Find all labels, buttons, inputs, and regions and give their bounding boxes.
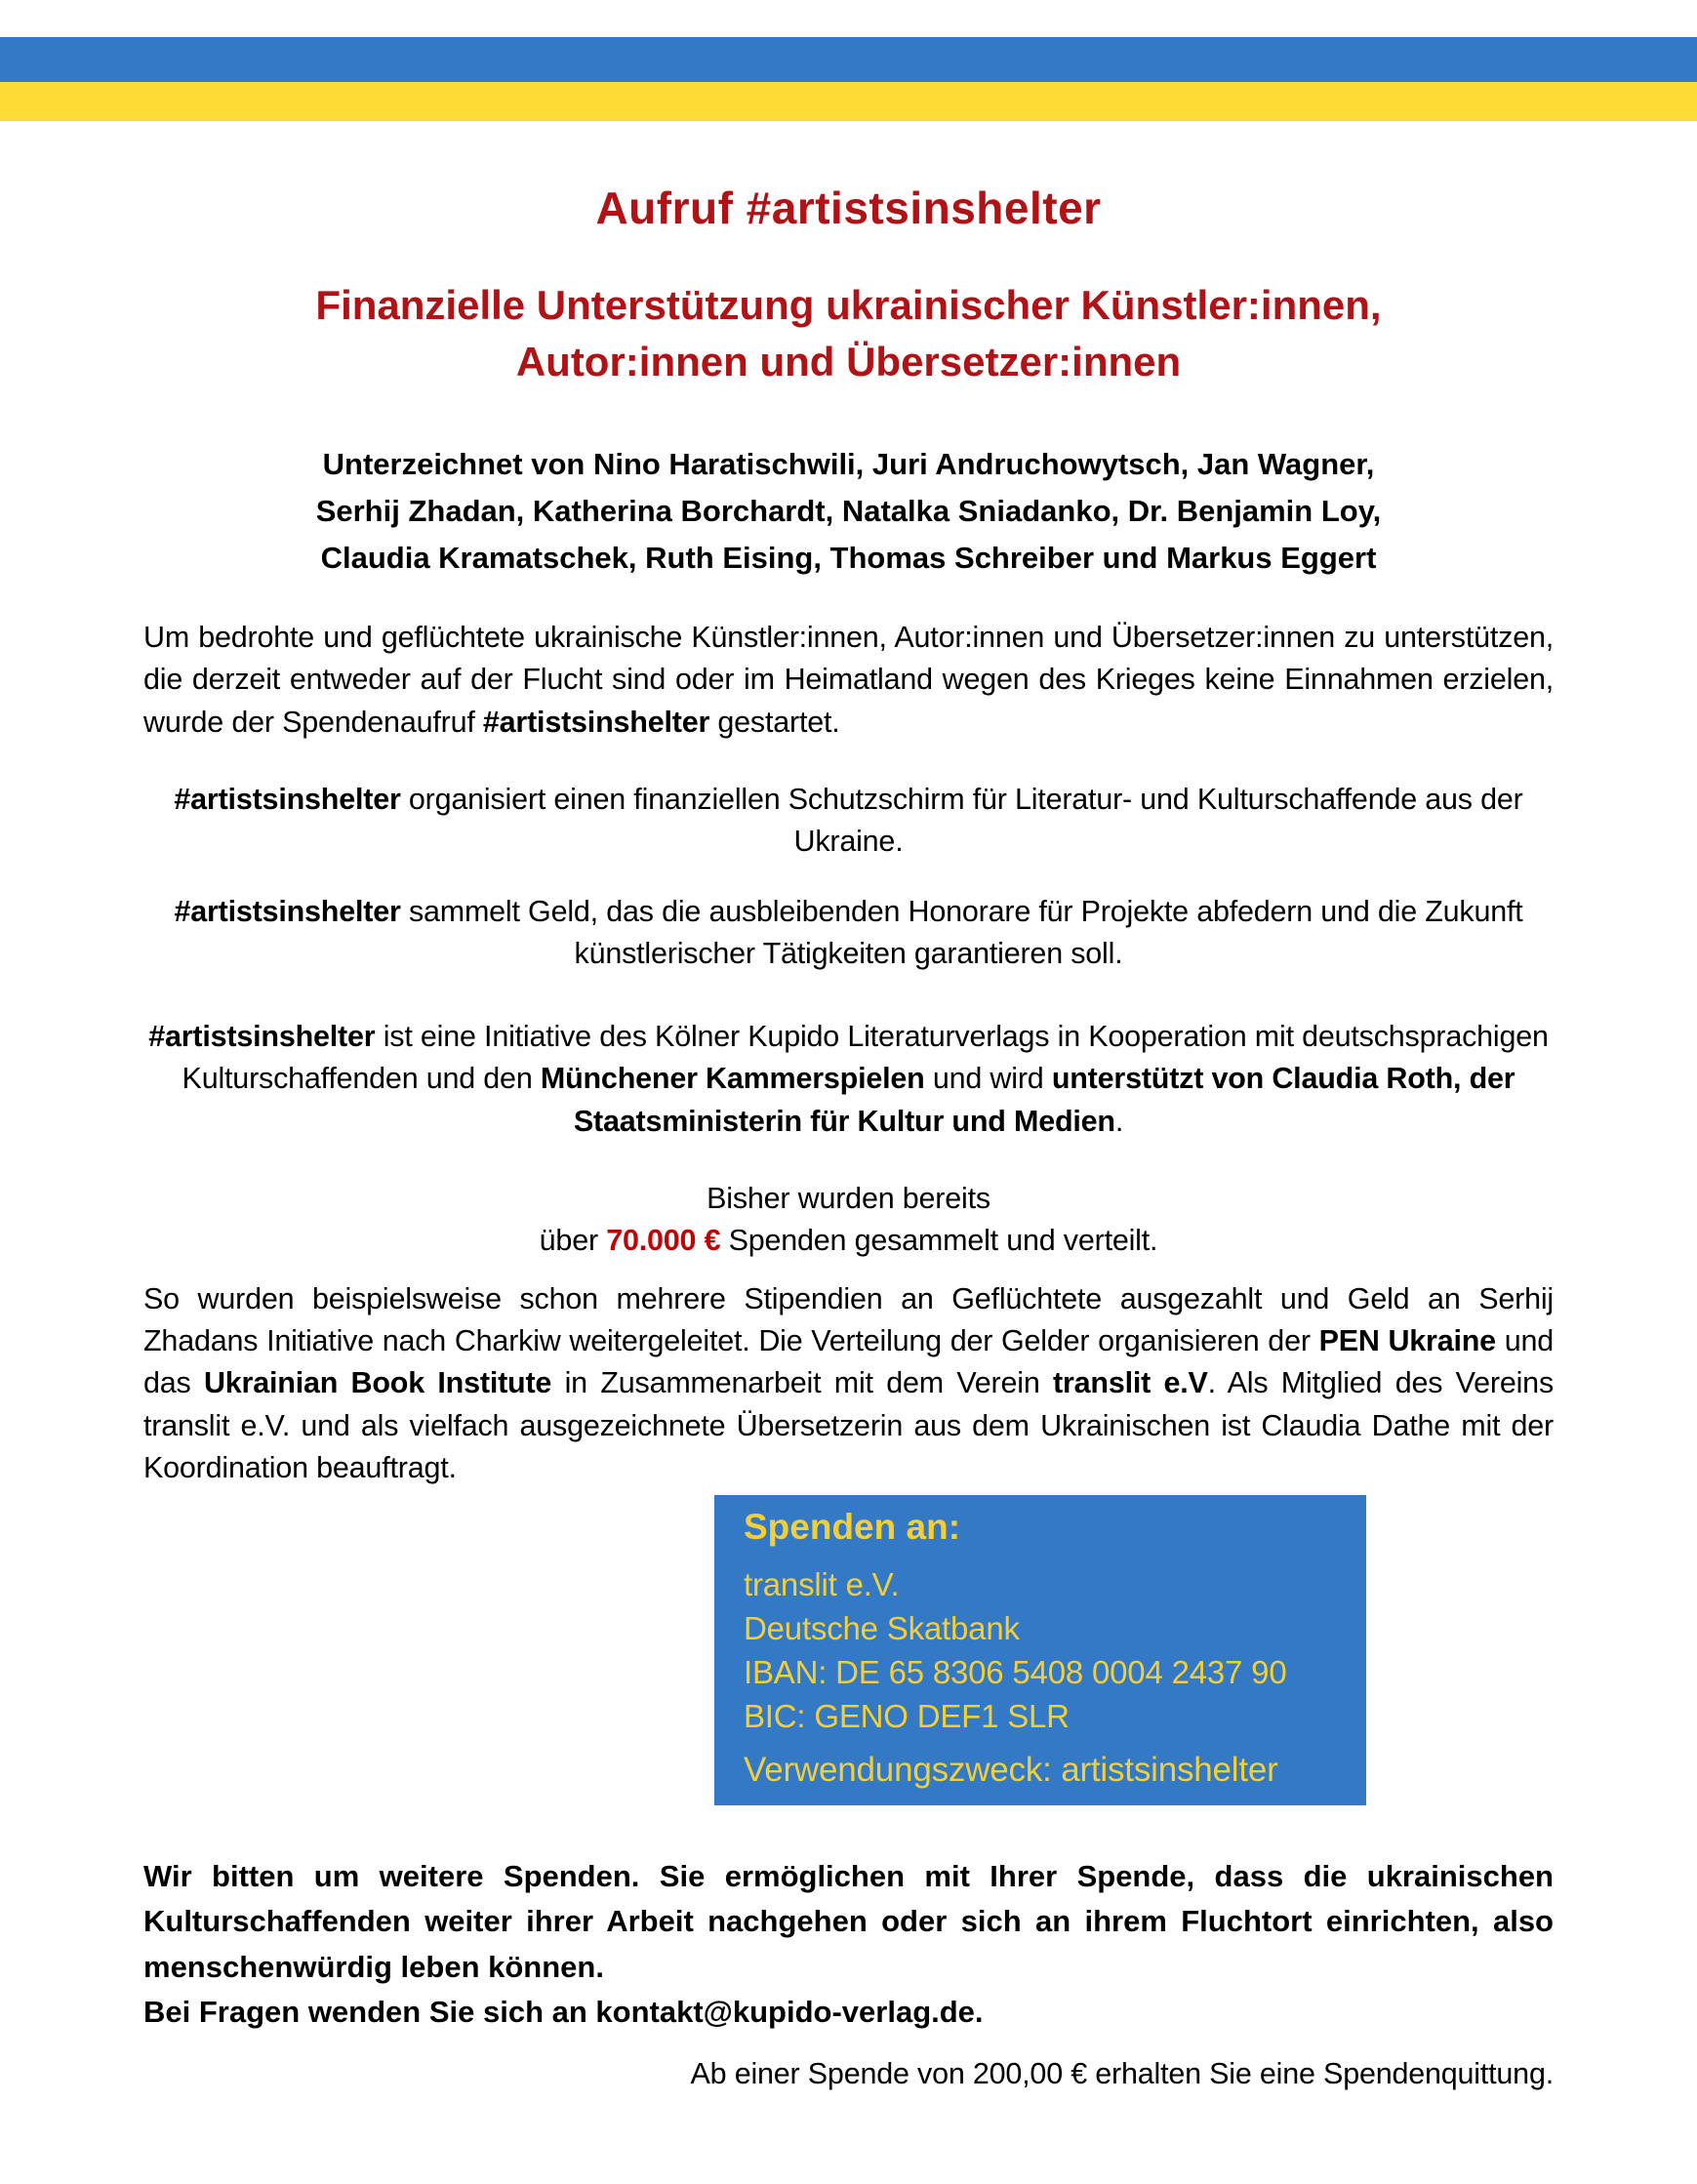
milestone xyxy=(143,1178,1554,1263)
text-segment: #artistsinshelter xyxy=(174,894,401,928)
text-segment: 70.000 € xyxy=(606,1224,721,1258)
page-subtitle xyxy=(143,277,1554,390)
closing-appeal xyxy=(143,1854,1554,2036)
donation-bank: Deutsche Skatbank xyxy=(744,1609,1020,1646)
donation-box-title: Spenden an: xyxy=(744,1507,961,1548)
flag-blue-stripe xyxy=(0,37,1697,82)
page-title: Aufruf #artistsinshelter xyxy=(595,182,1102,233)
text-segment: organisiert einen finanziellen Schutzschirm für Literatur- und Kulturschaffende aus der Ukraine. xyxy=(400,782,1523,859)
milestone-line-2 xyxy=(143,1220,1554,1262)
paragraph-mission-2 xyxy=(143,891,1554,976)
donation-iban: IBAN: DE 65 8306 5408 0004 2437 90 xyxy=(744,1653,1287,1690)
text-segment: #artistsinshelter xyxy=(148,1020,376,1054)
text-segment: . Als Mitglied des Vereins translit e.V. und als vielfach ausgezeichnete Übersetzerin aus dem Ukrainischen ist Claudia Dathe mit der Koordination beauftragt. xyxy=(143,1366,1554,1484)
subtitle-line-1: Finanzielle Unterstützung ukrainischer Künstler:innen, xyxy=(315,282,1382,328)
donation-bic: BIC: GENO DEF1 SLR xyxy=(744,1697,1070,1734)
ukraine-flag-banner xyxy=(0,37,1697,121)
text-segment: . xyxy=(1114,1104,1124,1138)
signatories xyxy=(143,441,1554,582)
text-segment: über xyxy=(539,1224,607,1258)
donation-purpose: Verwendungszweck: artistsinshelter xyxy=(744,1750,1278,1789)
donation-recipient: translit e.V. xyxy=(744,1566,900,1603)
signatories-line-2: Serhij Zhadan, Katherina Borchardt, Natalka Sniadanko, Dr. Benjamin Loy, xyxy=(315,493,1382,528)
paragraph-initiative xyxy=(143,1016,1554,1143)
paragraph-mission-1 xyxy=(143,779,1554,864)
text-segment: Münchener Kammerspielen xyxy=(540,1062,925,1096)
donation-info-box xyxy=(714,1495,1366,1805)
text-segment: in Zusammenarbeit mit dem Verein xyxy=(551,1366,1053,1400)
text-segment: und das xyxy=(143,1323,1554,1400)
receipt-note: Ab einer Spende von 200,00 € erhalten Sie eine Spendenquittung. xyxy=(690,2056,1554,2090)
text-segment: So wurden beispielsweise schon mehrere Stipendien an Geflüchtete ausgezahlt und Geld an Serhij Zhadans Initiative nach Charkiw weitergeleitet. Die Verteilung der Gelder organisieren der xyxy=(143,1281,1554,1357)
text-segment: #artistsinshelter xyxy=(174,782,401,816)
text-segment: #artistsinshelter xyxy=(482,705,710,739)
closing-contact-text: Bei Fragen wenden Sie sich an kontakt@kupido-verlag.de. xyxy=(143,1995,984,2030)
paragraph-distribution xyxy=(143,1278,1554,1489)
subtitle-line-2: Autor:innen und Übersetzer:innen xyxy=(515,338,1182,384)
document-body xyxy=(0,182,1697,2091)
flag-yellow-stripe xyxy=(0,82,1697,121)
signatories-line-3: Claudia Kramatschek, Ruth Eising, Thomas Schreiber und Markus Eggert xyxy=(320,541,1377,575)
text-segment: translit e.V xyxy=(1053,1366,1208,1400)
text-segment: ist eine Initiative des Kölner Kupido Literaturverlags in Kooperation mit deutschsprachigen Kulturschaffenden und den xyxy=(182,1020,1549,1096)
text-segment: Um bedrohte und geflüchtete ukrainische Künstler:innen, Autor:innen und Übersetzer:innen zu unterstützen, die derzeit entweder auf der Flucht sind oder im Heimatland wegen des Krieges keine Einnahmen erzielen, wurde der Spendenaufruf xyxy=(143,621,1554,739)
signatories-line-1: Unterzeichnet von Nino Haratischwili, Juri Andruchowytsch, Jan Wagner, xyxy=(322,446,1375,481)
milestone-line-1: Bisher wurden bereits xyxy=(707,1182,990,1216)
text-segment: Spenden gesammelt und verteilt. xyxy=(720,1224,1158,1258)
paragraph-intro xyxy=(143,617,1554,744)
text-segment: sammelt Geld, das die ausbleibenden Honorare für Projekte abfedern und die Zukunft künstlerischer Tätigkeiten garantieren soll. xyxy=(400,894,1523,970)
text-segment: gestartet. xyxy=(709,705,840,739)
text-segment: PEN Ukraine xyxy=(1318,1323,1496,1357)
closing-appeal-text: Wir bitten um weitere Spenden. Sie ermöglichen mit Ihrer Spende, dass die ukrainischen Kulturschaffenden weiter ihrer Arbeit nachgehen oder sich an ihrem Fluchtort einrichten, also menschenwürdig leben können. xyxy=(143,1858,1554,1984)
text-segment: unterstützt von Claudia Roth, der Staatsministerin für Kultur und Medien xyxy=(573,1062,1515,1138)
text-segment: Ukrainian Book Institute xyxy=(203,1366,552,1400)
text-segment: und wird xyxy=(924,1062,1052,1096)
